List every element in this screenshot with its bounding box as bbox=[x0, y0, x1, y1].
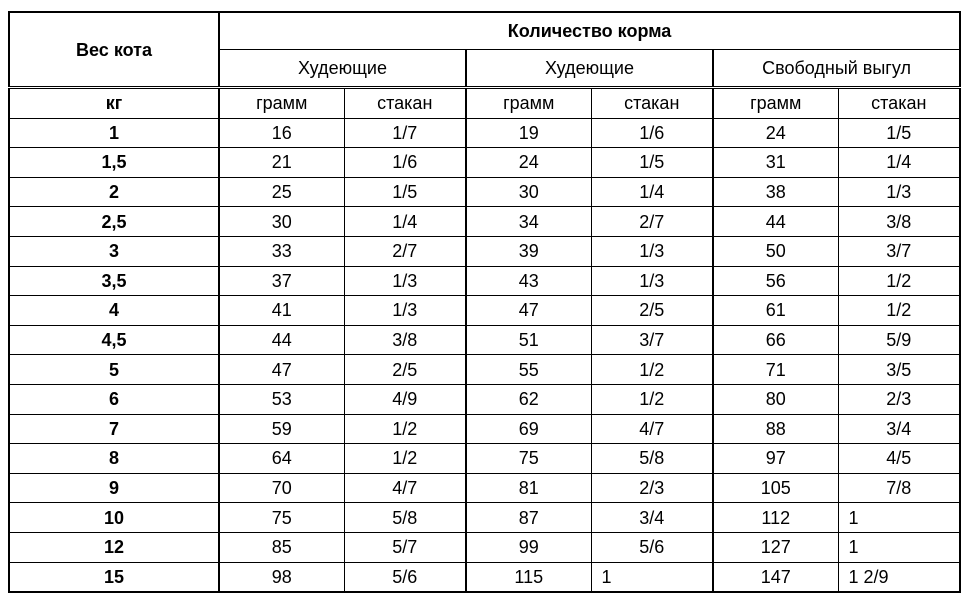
table-row bbox=[9, 296, 960, 326]
gram-cell: 24 bbox=[466, 148, 591, 178]
table-row bbox=[9, 177, 960, 207]
table-row bbox=[9, 414, 960, 444]
gram-cell: 21 bbox=[219, 148, 344, 178]
cup-cell: 1/2 bbox=[591, 384, 713, 414]
cup-cell: 3/5 bbox=[838, 355, 960, 385]
cup-cell: 4/5 bbox=[838, 444, 960, 474]
cup-cell: 5/8 bbox=[591, 444, 713, 474]
table-row bbox=[9, 325, 960, 355]
cup-cell: 1/2 bbox=[344, 414, 466, 444]
header-row-1 bbox=[9, 12, 960, 50]
weight-cell: 1,5 bbox=[9, 148, 219, 178]
cup-cell: 2/7 bbox=[591, 207, 713, 237]
gram-cell: 69 bbox=[466, 414, 591, 444]
cup-cell: 1/3 bbox=[344, 266, 466, 296]
gram-cell: 16 bbox=[219, 118, 344, 148]
gram-cell: 55 bbox=[466, 355, 591, 385]
table-row bbox=[9, 503, 960, 533]
gram-cell: 47 bbox=[219, 355, 344, 385]
cup-cell: 1/7 bbox=[344, 118, 466, 148]
cup-cell: 3/8 bbox=[838, 207, 960, 237]
gram-cell: 25 bbox=[219, 177, 344, 207]
gram-cell: 34 bbox=[466, 207, 591, 237]
cup-cell: 1/3 bbox=[344, 296, 466, 326]
unit-cup-header-3: стакан bbox=[838, 88, 960, 119]
cup-cell: 5/6 bbox=[591, 532, 713, 562]
cup-cell: 3/4 bbox=[591, 503, 713, 533]
gram-cell: 85 bbox=[219, 532, 344, 562]
gram-cell: 56 bbox=[713, 266, 838, 296]
gram-cell: 30 bbox=[219, 207, 344, 237]
cup-cell: 2/3 bbox=[591, 473, 713, 503]
cup-cell: 1/6 bbox=[344, 148, 466, 178]
gram-cell: 87 bbox=[466, 503, 591, 533]
gram-cell: 127 bbox=[713, 532, 838, 562]
table-row bbox=[9, 355, 960, 385]
cup-cell: 1/4 bbox=[591, 177, 713, 207]
feed-amount-header: Количество корма bbox=[219, 12, 960, 50]
gram-cell: 33 bbox=[219, 236, 344, 266]
weight-cell: 2 bbox=[9, 177, 219, 207]
cup-cell: 3/7 bbox=[591, 325, 713, 355]
weight-cell: 8 bbox=[9, 444, 219, 474]
unit-cup-header-2: стакан bbox=[591, 88, 713, 119]
weight-cell: 15 bbox=[9, 562, 219, 592]
cup-cell: 1/6 bbox=[591, 118, 713, 148]
cup-cell: 1/4 bbox=[344, 207, 466, 237]
gram-cell: 80 bbox=[713, 384, 838, 414]
gram-cell: 31 bbox=[713, 148, 838, 178]
gram-cell: 37 bbox=[219, 266, 344, 296]
cup-cell: 5/6 bbox=[344, 562, 466, 592]
unit-gram-header-2: грамм bbox=[466, 88, 591, 119]
unit-cup-header-1: стакан bbox=[344, 88, 466, 119]
weight-cell: 2,5 bbox=[9, 207, 219, 237]
cup-cell: 5/8 bbox=[344, 503, 466, 533]
cup-cell: 1/2 bbox=[838, 296, 960, 326]
unit-gram-header-1: грамм bbox=[219, 88, 344, 119]
gram-cell: 75 bbox=[466, 444, 591, 474]
units-row bbox=[9, 88, 960, 119]
cup-cell: 2/7 bbox=[344, 236, 466, 266]
gram-cell: 30 bbox=[466, 177, 591, 207]
gram-cell: 44 bbox=[219, 325, 344, 355]
cup-cell: 2/3 bbox=[838, 384, 960, 414]
group-header-2: Худеющие bbox=[466, 50, 713, 88]
cat-feed-table bbox=[8, 11, 961, 593]
gram-cell: 38 bbox=[713, 177, 838, 207]
gram-cell: 71 bbox=[713, 355, 838, 385]
weight-cell: 4 bbox=[9, 296, 219, 326]
gram-cell: 64 bbox=[219, 444, 344, 474]
gram-cell: 70 bbox=[219, 473, 344, 503]
gram-cell: 98 bbox=[219, 562, 344, 592]
cup-cell: 3/7 bbox=[838, 236, 960, 266]
table-row bbox=[9, 473, 960, 503]
gram-cell: 66 bbox=[713, 325, 838, 355]
cup-cell: 5/7 bbox=[344, 532, 466, 562]
cup-cell: 1 bbox=[838, 503, 960, 533]
gram-cell: 99 bbox=[466, 532, 591, 562]
gram-cell: 39 bbox=[466, 236, 591, 266]
gram-cell: 105 bbox=[713, 473, 838, 503]
gram-cell: 97 bbox=[713, 444, 838, 474]
cup-cell: 1 bbox=[838, 532, 960, 562]
cup-cell: 1/2 bbox=[838, 266, 960, 296]
weight-cell: 10 bbox=[9, 503, 219, 533]
gram-cell: 59 bbox=[219, 414, 344, 444]
weight-column-header: Вес кота bbox=[9, 12, 219, 88]
weight-cell: 1 bbox=[9, 118, 219, 148]
gram-cell: 47 bbox=[466, 296, 591, 326]
table-body bbox=[9, 118, 960, 592]
gram-cell: 115 bbox=[466, 562, 591, 592]
unit-gram-header-3: грамм bbox=[713, 88, 838, 119]
cup-cell: 4/7 bbox=[344, 473, 466, 503]
group-header-3: Свободный выгул bbox=[713, 50, 960, 88]
group-header-1: Худеющие bbox=[219, 50, 466, 88]
weight-cell: 4,5 bbox=[9, 325, 219, 355]
table-row bbox=[9, 266, 960, 296]
table-row bbox=[9, 118, 960, 148]
cup-cell: 1/2 bbox=[344, 444, 466, 474]
cup-cell: 1 2/9 bbox=[838, 562, 960, 592]
table-row bbox=[9, 236, 960, 266]
cup-cell: 5/9 bbox=[838, 325, 960, 355]
gram-cell: 61 bbox=[713, 296, 838, 326]
cup-cell: 1/3 bbox=[591, 236, 713, 266]
gram-cell: 43 bbox=[466, 266, 591, 296]
weight-cell: 5 bbox=[9, 355, 219, 385]
weight-cell: 12 bbox=[9, 532, 219, 562]
unit-kg-header: кг bbox=[9, 88, 219, 119]
gram-cell: 53 bbox=[219, 384, 344, 414]
table-row bbox=[9, 444, 960, 474]
gram-cell: 41 bbox=[219, 296, 344, 326]
gram-cell: 62 bbox=[466, 384, 591, 414]
gram-cell: 81 bbox=[466, 473, 591, 503]
gram-cell: 88 bbox=[713, 414, 838, 444]
gram-cell: 24 bbox=[713, 118, 838, 148]
weight-cell: 9 bbox=[9, 473, 219, 503]
cup-cell: 3/4 bbox=[838, 414, 960, 444]
cup-cell: 1/5 bbox=[344, 177, 466, 207]
weight-cell: 6 bbox=[9, 384, 219, 414]
gram-cell: 44 bbox=[713, 207, 838, 237]
gram-cell: 112 bbox=[713, 503, 838, 533]
cup-cell: 7/8 bbox=[838, 473, 960, 503]
table-row bbox=[9, 148, 960, 178]
weight-cell: 3,5 bbox=[9, 266, 219, 296]
table-row bbox=[9, 384, 960, 414]
gram-cell: 50 bbox=[713, 236, 838, 266]
cup-cell: 1/5 bbox=[591, 148, 713, 178]
cup-cell: 2/5 bbox=[344, 355, 466, 385]
table-row bbox=[9, 532, 960, 562]
weight-cell: 3 bbox=[9, 236, 219, 266]
cup-cell: 1 bbox=[591, 562, 713, 592]
weight-cell: 7 bbox=[9, 414, 219, 444]
gram-cell: 19 bbox=[466, 118, 591, 148]
cup-cell: 1/4 bbox=[838, 148, 960, 178]
cup-cell: 4/7 bbox=[591, 414, 713, 444]
cup-cell: 4/9 bbox=[344, 384, 466, 414]
cup-cell: 3/8 bbox=[344, 325, 466, 355]
cup-cell: 2/5 bbox=[591, 296, 713, 326]
gram-cell: 147 bbox=[713, 562, 838, 592]
cup-cell: 1/5 bbox=[838, 118, 960, 148]
gram-cell: 51 bbox=[466, 325, 591, 355]
table-row bbox=[9, 562, 960, 592]
cup-cell: 1/3 bbox=[591, 266, 713, 296]
table-row bbox=[9, 207, 960, 237]
cup-cell: 1/2 bbox=[591, 355, 713, 385]
cup-cell: 1/3 bbox=[838, 177, 960, 207]
gram-cell: 75 bbox=[219, 503, 344, 533]
